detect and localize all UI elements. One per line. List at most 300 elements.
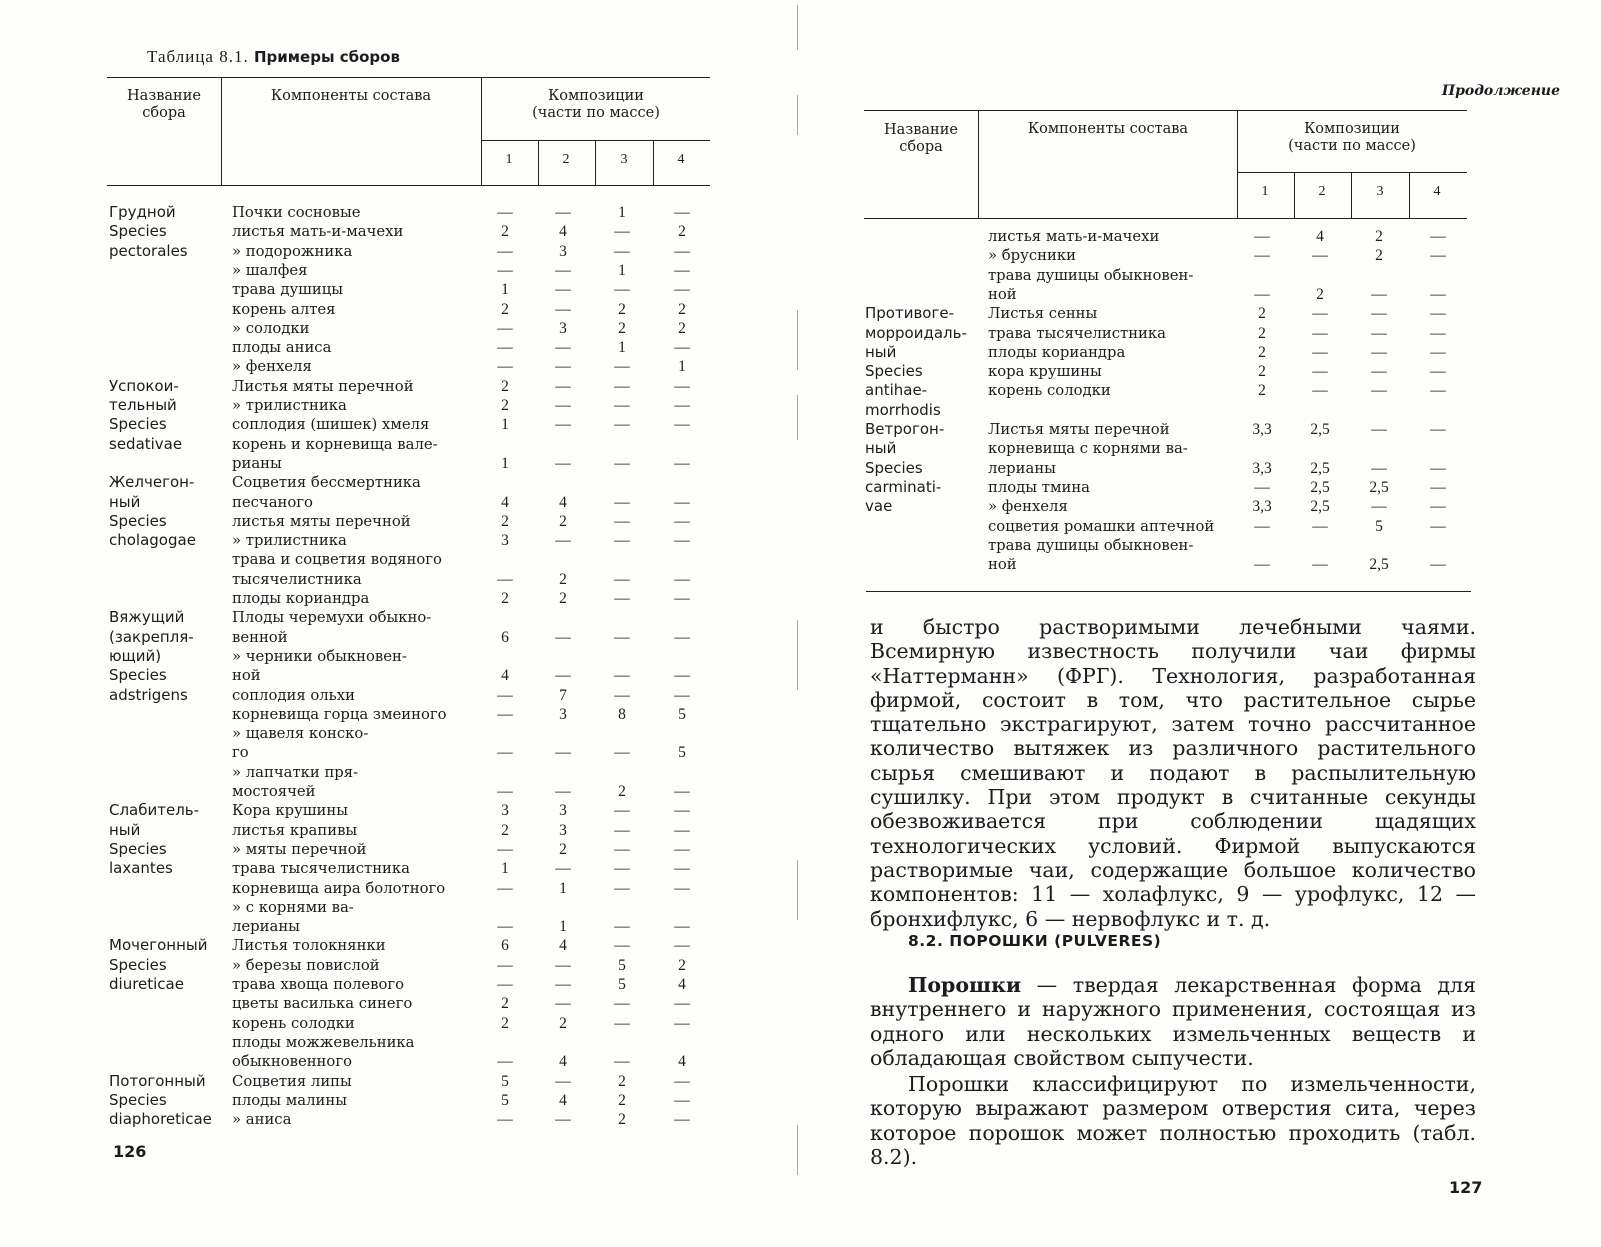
composition-value: 8 — [618, 705, 626, 723]
component: венной — [232, 628, 288, 646]
header-compositions: Композиции (части по массе) — [532, 88, 660, 121]
collection-name: Ветрогон- — [865, 420, 945, 438]
composition-value: 1 — [678, 358, 686, 376]
composition-value: — — [674, 667, 690, 685]
component: » брусники — [988, 247, 1076, 265]
component: плоды тмина — [988, 478, 1091, 496]
composition-value: 7 — [559, 686, 567, 704]
composition-value: — — [674, 454, 690, 472]
header-bottom-rule — [107, 185, 710, 186]
composition-value: — — [555, 628, 571, 646]
composition-value: — — [674, 918, 690, 936]
component: » трилистника — [232, 532, 347, 550]
collection-name: Мочегонный — [109, 936, 208, 955]
component: соплодия (шишек) хмеля — [232, 416, 430, 434]
composition-value: — — [1430, 478, 1446, 496]
composition-value: — — [497, 242, 513, 260]
collection-name: (закрепля- — [109, 627, 194, 646]
composition-value: — — [674, 1111, 690, 1129]
composition-value: — — [1312, 556, 1328, 574]
composition-value: 2 — [501, 300, 509, 318]
composition-value: 2 — [678, 300, 686, 318]
component: листья мяты перечной — [232, 512, 411, 530]
composition-value: — — [1430, 228, 1446, 245]
collection-name: Species — [109, 666, 167, 685]
component: » лапчатки пря- — [232, 763, 359, 781]
component: корневища с корнями ва- — [988, 440, 1188, 458]
composition-value: 3 — [559, 705, 567, 723]
composition-value: — — [1312, 517, 1328, 535]
composition-value: — — [1430, 247, 1446, 265]
composition-value: 2 — [1258, 305, 1266, 323]
component: трава душицы обыкновен- — [988, 266, 1194, 284]
composition-value: 5 — [501, 1091, 509, 1109]
composition-value: 3,3 — [1252, 498, 1272, 516]
composition-value: 4 — [559, 493, 567, 511]
composition-value: — — [614, 821, 630, 839]
composition-value: 2,5 — [1369, 478, 1389, 496]
composition-value: — — [614, 532, 630, 550]
composition-value: — — [674, 416, 690, 434]
composition-value: 2 — [618, 1111, 626, 1129]
component: Листья мяты перечной — [232, 377, 414, 395]
composition-value: — — [674, 628, 690, 646]
composition-value: — — [674, 802, 690, 820]
composition-value: — — [555, 339, 571, 357]
component: » с корнями ва- — [232, 898, 354, 916]
composition-value: 2 — [1258, 343, 1266, 361]
composition-value: — — [614, 493, 630, 511]
composition-value: — — [555, 532, 571, 550]
composition-value: — — [674, 821, 690, 839]
composition-value: — — [1254, 517, 1270, 535]
header-components: Компоненты состава — [1027, 121, 1189, 137]
composition-value: — — [555, 261, 571, 279]
composition-value: 6 — [501, 628, 509, 646]
composition-value: 5 — [618, 956, 626, 974]
component: Кора крушины — [232, 802, 349, 820]
component: тысячелистника — [232, 570, 362, 588]
composition-value: 3 — [501, 802, 509, 820]
composition-value: 5 — [678, 744, 686, 762]
header-bottom-rule — [864, 218, 1467, 219]
component: соцветия ромашки аптечной — [988, 517, 1215, 535]
composition-value: — — [555, 667, 571, 685]
composition-value: 2 — [559, 570, 567, 588]
component: Почки сосновые — [232, 204, 361, 221]
component: кора крушины — [988, 363, 1102, 381]
composition-value: 3 — [559, 821, 567, 839]
composition-value: — — [1430, 421, 1446, 438]
collection-name: diaphoreticae — [109, 1110, 212, 1129]
header-components: Компоненты состава — [270, 88, 432, 104]
composition-value: 2 — [559, 512, 567, 530]
page-gutter — [797, 0, 799, 1247]
composition-value: 2,5 — [1310, 498, 1330, 516]
composition-value: 3,3 — [1252, 459, 1272, 477]
composition-value: — — [614, 686, 630, 704]
component: цветы василька синего — [232, 995, 413, 1013]
component: листья мать-и-мачехи — [988, 228, 1160, 245]
composition-value: 1 — [559, 879, 567, 897]
composition-value: — — [555, 1072, 571, 1090]
collection-name: Потогонный — [109, 1071, 206, 1090]
component: » аниса — [232, 1111, 292, 1129]
composition-value: 2 — [559, 840, 567, 858]
collection-name: diureticae — [109, 975, 184, 993]
component: корень солодки — [232, 1014, 355, 1032]
collection-name: Противоге- — [865, 304, 955, 323]
composition-value: — — [1312, 363, 1328, 381]
composition-value: 3 — [559, 802, 567, 820]
component: Плоды черемухи обыкно- — [232, 609, 432, 627]
composition-value: 1 — [559, 918, 567, 936]
composition-value: 4 — [559, 1091, 567, 1109]
component: лерианы — [988, 459, 1056, 477]
collection-name: Грудной — [109, 203, 176, 221]
composition-value: — — [555, 744, 571, 762]
component: » фенхеля — [232, 358, 312, 376]
composition-value: — — [614, 1014, 630, 1032]
composition-value: 2,5 — [1310, 478, 1330, 496]
composition-value: — — [1371, 382, 1387, 400]
composition-value: — — [1371, 324, 1387, 342]
composition-value: — — [674, 493, 690, 511]
component: плоды аниса — [232, 339, 332, 357]
page-number: 127 — [1449, 1178, 1483, 1197]
composition-value: 5 — [678, 705, 686, 723]
collection-name: ный — [865, 439, 897, 458]
composition-value: — — [555, 1111, 571, 1129]
composition-value: — — [674, 1091, 690, 1109]
composition-value: — — [497, 1053, 513, 1071]
component: трава хвоща полевого — [232, 976, 405, 993]
composition-value: — — [674, 261, 690, 279]
table-caption: Таблица 8.1. Примеры сборов — [147, 47, 400, 66]
paragraph: Порошки классифицируют по измельченности, которую выражают размером отверстия сита, через которое порошок может полностью проходить (табл. 8.2). — [870, 1072, 1476, 1170]
composition-value: 2 — [1316, 285, 1324, 303]
composition-value: — — [497, 570, 513, 588]
component: плоды кориандра — [988, 343, 1126, 361]
composition-value: 2 — [501, 1014, 509, 1032]
header-divider — [481, 77, 482, 186]
section-heading: 8.2. ПОРОШКИ (PULVERES) — [908, 932, 1162, 950]
collection-name: Желчегон- — [109, 473, 195, 492]
composition-value: — — [1371, 363, 1387, 381]
composition-value: — — [674, 570, 690, 588]
component: » березы повислой — [232, 956, 380, 974]
composition-value: 2 — [618, 1091, 626, 1109]
term: Порошки — [908, 973, 1022, 997]
component: » мяты перечной — [232, 840, 367, 858]
composition-value: — — [1371, 459, 1387, 477]
composition-value: — — [614, 416, 630, 434]
composition-value: — — [555, 281, 571, 299]
composition-value: — — [555, 956, 571, 974]
header-col-2: 2 — [562, 152, 570, 167]
header-divider — [978, 110, 979, 219]
composition-value: 3,3 — [1252, 421, 1272, 438]
composition-value: — — [555, 976, 571, 993]
component: листья мать-и-мачехи — [232, 223, 404, 241]
component: плоды можжевельника — [232, 1033, 415, 1051]
header-mid-rule — [1237, 172, 1467, 173]
header-divider — [1294, 172, 1295, 219]
header-divider — [1351, 172, 1352, 219]
composition-value: 2,5 — [1310, 421, 1330, 438]
component: ной — [232, 667, 261, 685]
component: » шалфея — [232, 261, 308, 279]
component: плоды малины — [232, 1091, 347, 1109]
component: песчаного — [232, 493, 313, 511]
component: корень и корневища вале- — [232, 435, 438, 453]
component: » подорожника — [232, 242, 353, 260]
collection-name: sedativae — [109, 434, 183, 453]
composition-value: — — [555, 783, 571, 800]
component: » солодки — [232, 319, 310, 337]
composition-value: — — [614, 1053, 630, 1071]
component: » фенхеля — [988, 498, 1068, 516]
composition-value: — — [614, 358, 630, 376]
composition-value: — — [674, 1072, 690, 1090]
composition-value: — — [614, 995, 630, 1013]
composition-value: 2 — [678, 956, 686, 974]
composition-value: 2 — [618, 319, 626, 337]
header-divider — [538, 140, 539, 186]
composition-value: 4 — [678, 1053, 686, 1071]
composition-value: 2 — [678, 319, 686, 337]
composition-value: 4 — [559, 1053, 567, 1071]
composition-value: — — [674, 840, 690, 858]
composition-value: — — [555, 995, 571, 1013]
header-top-rule — [864, 110, 1467, 111]
composition-value: 2 — [678, 223, 686, 241]
composition-value: — — [674, 590, 690, 607]
collection-name: Species — [109, 1090, 167, 1109]
composition-value: — — [1371, 421, 1387, 438]
collection-name: Species — [109, 222, 167, 241]
composition-value: — — [1254, 556, 1270, 574]
composition-value: — — [674, 339, 690, 357]
component: ной — [988, 285, 1017, 303]
composition-value: — — [1254, 285, 1270, 303]
composition-value: — — [614, 628, 630, 646]
header-col-4: 4 — [677, 152, 685, 167]
component: рианы — [232, 454, 282, 472]
table-end-rule — [866, 591, 1471, 592]
composition-value: — — [674, 532, 690, 550]
collection-name: ный — [109, 820, 141, 839]
composition-value: 5 — [1375, 517, 1383, 535]
composition-value: 2 — [501, 821, 509, 839]
composition-value: — — [555, 377, 571, 395]
collection-name: Успокои- — [109, 376, 179, 395]
composition-value: — — [497, 918, 513, 936]
collection-name: Слабитель- — [109, 801, 200, 820]
composition-value: — — [555, 397, 571, 414]
composition-value: — — [497, 976, 513, 993]
composition-value: 4 — [1316, 228, 1324, 245]
header-divider — [653, 140, 654, 186]
component: трава тысячелистника — [232, 860, 410, 878]
composition-value: 2 — [501, 223, 509, 241]
composition-value: — — [1430, 517, 1446, 535]
collection-name: antihae- — [865, 381, 928, 400]
composition-value: — — [614, 512, 630, 530]
composition-value: — — [1371, 285, 1387, 303]
component: Листья толокнянки — [232, 937, 386, 955]
header-col-1: 1 — [1261, 184, 1269, 199]
component: листья крапивы — [232, 821, 358, 839]
composition-value: 2 — [1258, 382, 1266, 400]
collection-name: Вяжущий — [109, 608, 185, 627]
composition-value: — — [497, 956, 513, 974]
composition-value: — — [497, 358, 513, 376]
composition-value: — — [614, 223, 630, 241]
header-top-rule — [107, 77, 710, 78]
composition-value: — — [497, 879, 513, 897]
header-col-4: 4 — [1433, 184, 1441, 199]
header-divider — [1237, 110, 1238, 219]
composition-value: — — [1430, 343, 1446, 361]
composition-value: 2,5 — [1369, 556, 1389, 574]
composition-value: — — [1430, 556, 1446, 574]
composition-value: — — [614, 454, 630, 472]
composition-value: — — [1430, 324, 1446, 342]
composition-value: 2 — [501, 995, 509, 1013]
header-divider — [1409, 172, 1410, 219]
composition-value: — — [1254, 228, 1270, 245]
composition-value: — — [1312, 324, 1328, 342]
composition-value: — — [614, 667, 630, 685]
composition-value: — — [1312, 343, 1328, 361]
composition-value: 1 — [501, 454, 509, 472]
collection-name: ный — [865, 342, 897, 361]
composition-value: — — [555, 454, 571, 472]
composition-value: — — [674, 242, 690, 260]
composition-value: — — [614, 937, 630, 955]
composition-value: 5 — [618, 976, 626, 993]
composition-value: — — [614, 590, 630, 607]
composition-value: 2 — [618, 783, 626, 800]
composition-value: — — [1254, 247, 1270, 265]
collection-name: Species — [865, 362, 923, 381]
composition-value: — — [497, 840, 513, 858]
composition-value: — — [674, 397, 690, 414]
collection-name: pectorales — [109, 241, 188, 260]
composition-value: — — [555, 300, 571, 318]
composition-value: — — [1312, 305, 1328, 323]
composition-value: — — [555, 204, 571, 221]
header-divider — [595, 140, 596, 186]
composition-value: — — [674, 512, 690, 530]
composition-value: — — [614, 281, 630, 299]
header-compositions: Композиции (части по массе) — [1288, 121, 1416, 154]
component: трава душицы обыкновен- — [988, 536, 1194, 554]
composition-value: 1 — [501, 416, 509, 434]
composition-value: 2 — [1258, 363, 1266, 381]
collection-name: cholagogae — [109, 531, 196, 550]
composition-value: — — [614, 377, 630, 395]
collection-name: Species — [865, 458, 923, 477]
composition-value: 2 — [618, 1072, 626, 1090]
composition-value: — — [674, 1014, 690, 1032]
collection-name: carminati- — [865, 477, 942, 496]
composition-value: — — [614, 879, 630, 897]
composition-value: 4 — [678, 976, 686, 993]
composition-value: — — [674, 995, 690, 1013]
composition-value: 1 — [618, 339, 626, 357]
composition-value: — — [497, 319, 513, 337]
component: Соцветия бессмертника — [232, 474, 421, 492]
header-col-2: 2 — [1318, 184, 1326, 199]
composition-value: 4 — [559, 223, 567, 241]
component: Листья мяты перечной — [988, 421, 1170, 438]
header-name: Название сбора — [127, 88, 201, 121]
composition-value: — — [614, 397, 630, 414]
composition-value: — — [674, 281, 690, 299]
composition-value: — — [1430, 459, 1446, 477]
component: корневища горца змеиного — [232, 705, 447, 723]
component: соплодия ольхи — [232, 686, 355, 704]
composition-value: — — [674, 377, 690, 395]
composition-value: 4 — [501, 493, 509, 511]
paragraph: Порошки — твердая лекарственная форма для внутреннего и наружного применения, состоящая из одного или нескольких измельченных веществ и обладающая свойством сыпучести. — [870, 973, 1476, 1070]
paragraph: и быстро растворимыми лечебными чаями. Всемирную известность получили чаи фирмы «Наттерманн» (ФРГ). Технология, разработанная фирмой, состоит в том, что растительное сырье тщательно экстрагируют, затем точно рассчитанное количество вытяжек из различного растительного сырья смешивают и подают в распылительную сушилку. При этом продукт в считанные секунды обезвоживается при соблюдении щадящих технологических условий. Фирмой выпускаются растворимые чаи, содержащие большое количество компонентов: 11 — холафлукс, 9 — урофлукс, 12 — бронхифлукс, 6 — нервофлукс и т. д. — [870, 615, 1476, 931]
composition-value: 2,5 — [1310, 459, 1330, 477]
composition-value: — — [555, 860, 571, 878]
composition-value: — — [1430, 305, 1446, 323]
composition-value: — — [614, 570, 630, 588]
collection-name: vae — [865, 497, 893, 516]
composition-value: 1 — [618, 204, 626, 221]
component: го — [232, 744, 249, 762]
component: обыкновенного — [232, 1053, 352, 1071]
component: Соцветия липы — [232, 1072, 352, 1090]
composition-value: — — [497, 261, 513, 279]
collection-name: Species — [109, 511, 167, 530]
header-col-3: 3 — [620, 152, 628, 167]
component: трава душицы — [232, 281, 344, 299]
header-divider — [221, 77, 222, 186]
composition-value: — — [497, 1111, 513, 1129]
continuation-label: Продолжение — [1441, 83, 1560, 99]
composition-value: 2 — [618, 300, 626, 318]
composition-value: 2 — [559, 590, 567, 607]
collection-name: тельный — [109, 396, 177, 414]
composition-value: 3 — [559, 242, 567, 260]
composition-value: 2 — [1375, 247, 1383, 265]
composition-value: 6 — [501, 937, 509, 955]
composition-value: — — [1371, 498, 1387, 516]
composition-value: — — [1430, 285, 1446, 303]
composition-value: 3 — [501, 532, 509, 550]
collection-name: morrhodis — [865, 400, 941, 419]
header-name: Название сбора — [884, 122, 958, 155]
composition-value: 4 — [501, 667, 509, 685]
composition-value: 4 — [559, 937, 567, 955]
collection-name: ный — [109, 492, 141, 511]
composition-value: 1 — [501, 281, 509, 299]
component: корень алтея — [232, 300, 336, 318]
composition-value: — — [614, 242, 630, 260]
body-text — [870, 615, 1476, 931]
composition-value: 5 — [501, 1072, 509, 1090]
composition-value: — — [497, 705, 513, 723]
composition-value: 3 — [559, 319, 567, 337]
composition-value: — — [614, 744, 630, 762]
component: ной — [988, 556, 1017, 574]
